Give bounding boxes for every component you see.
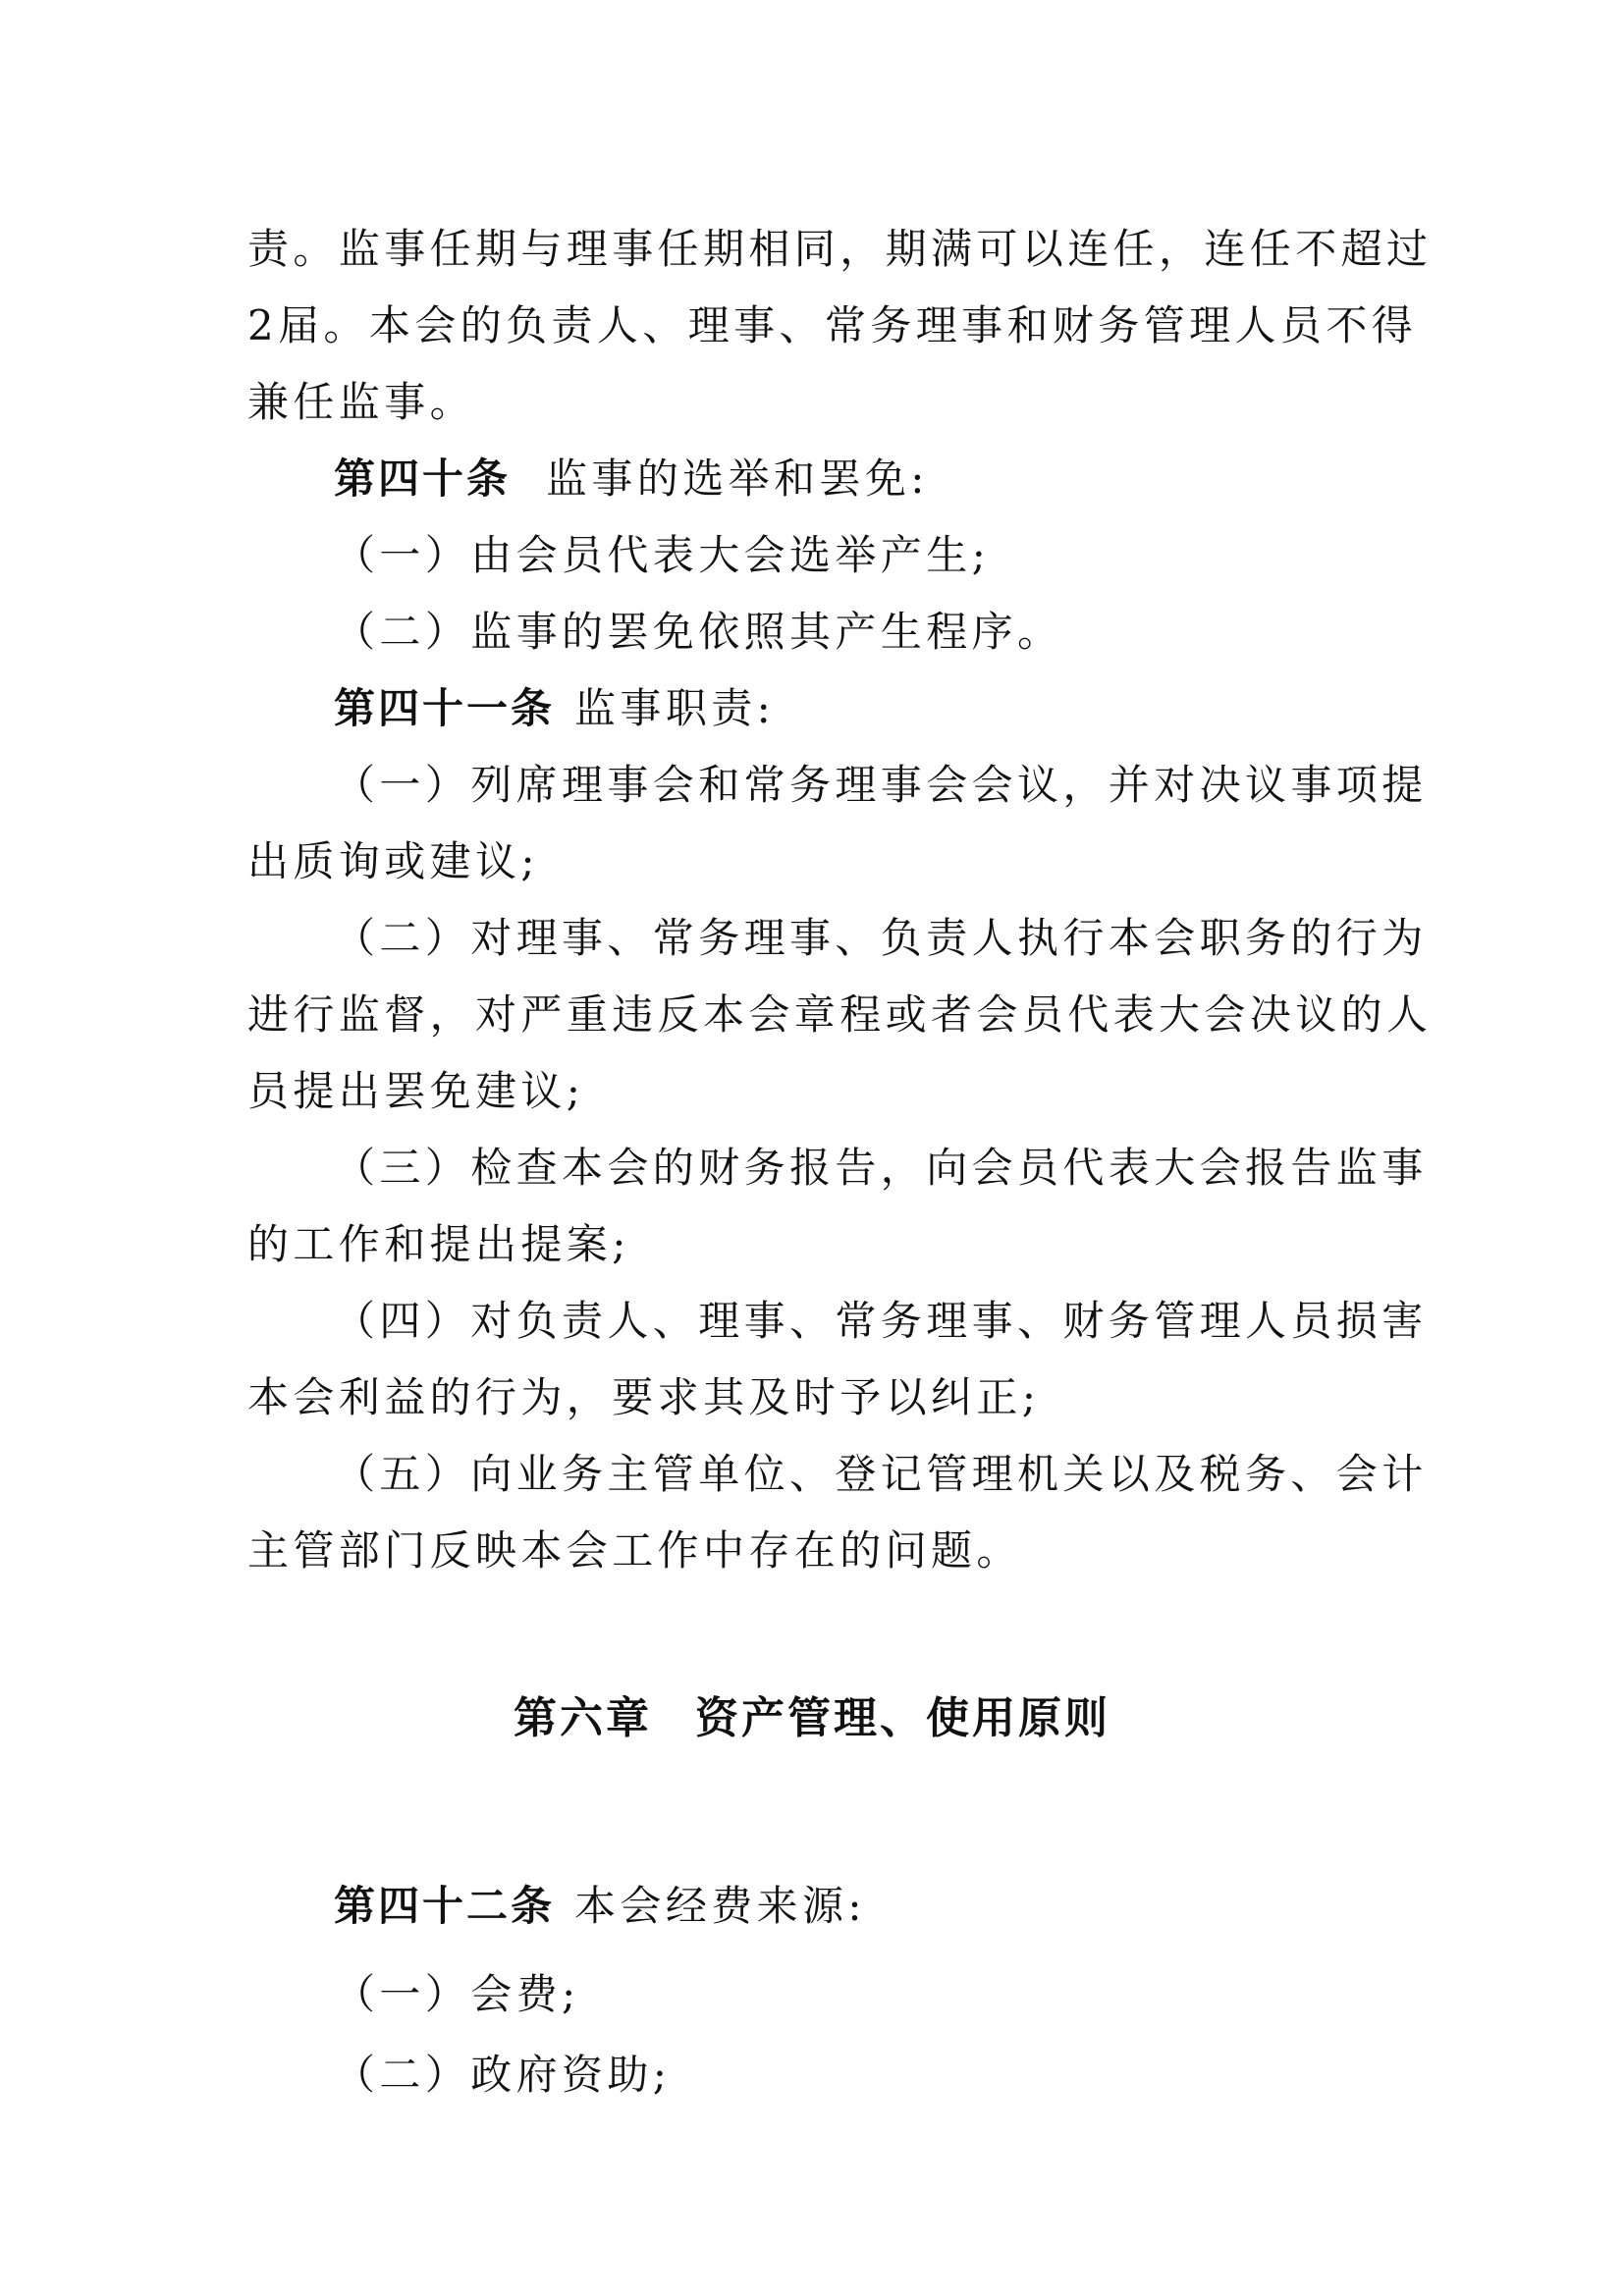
article-41-item-line: 出质询或建议; bbox=[247, 837, 539, 885]
document-body bbox=[247, 211, 1433, 1589]
article-42-heading bbox=[247, 1868, 1386, 1945]
article-41-item-line: （一）列席理事会和常务理事会会议，并对决议事项提 bbox=[334, 761, 1428, 809]
article-41-item-line: （二）对理事、常务理事、负责人执行本会职务的行为 bbox=[334, 914, 1428, 962]
article-40-text: 监事的选举和罢免: bbox=[546, 454, 929, 503]
article-40-heading bbox=[247, 441, 1386, 517]
article-41-item-line: 本会利益的行为，要求其及时予以纠正; bbox=[247, 1373, 1041, 1421]
article-41-item-line: 的工作和提出提案; bbox=[247, 1220, 630, 1268]
article-41-item-line: （五）向业务主管单位、登记管理机关以及税务、会计 bbox=[334, 1450, 1428, 1498]
article-41-title: 第四十一条 bbox=[334, 684, 556, 732]
article-41-item-line: 进行监督，对严重违反本会章程或者会员代表大会决议的人 bbox=[247, 990, 1433, 1039]
article-42-text: 本会经费来源: bbox=[574, 1882, 866, 1930]
article-41-text: 监事职责: bbox=[574, 684, 776, 732]
chapter-heading bbox=[0, 1681, 1624, 1757]
article-42-block bbox=[247, 1868, 1386, 2113]
chapter-number: 第六章 bbox=[514, 1693, 652, 1743]
article-41-heading bbox=[247, 670, 1386, 747]
article-40-title: 第四十条 bbox=[334, 454, 512, 503]
paragraph-line: 2届。本会的负责人、理事、常务理事和财务管理人员不得 bbox=[247, 301, 1418, 349]
paragraph-line: 兼任监事。 bbox=[247, 378, 476, 426]
article-40-item: （一）由会员代表大会选举产生; bbox=[334, 531, 991, 579]
article-42-item: （一）会费; bbox=[334, 1970, 580, 2018]
article-40-item: （二）监事的罢免依照其产生程序。 bbox=[334, 608, 1063, 656]
article-42-item: （二）政府资助; bbox=[334, 2051, 672, 2099]
article-41-item-line: 员提出罢免建议; bbox=[247, 1067, 585, 1115]
article-42-title: 第四十二条 bbox=[334, 1882, 556, 1930]
article-41-item-line: 主管部门反映本会工作中存在的问题。 bbox=[247, 1526, 1022, 1575]
article-41-item-line: （四）对负责人、理事、常务理事、财务管理人员损害 bbox=[334, 1297, 1428, 1345]
article-41-item-line: （三）检查本会的财务报告，向会员代表大会报告监事 bbox=[334, 1144, 1428, 1192]
paragraph-line: 责。监事任期与理事任期相同，期满可以连任，连任不超过 bbox=[247, 225, 1433, 273]
chapter-title: 资产管理、使用原则 bbox=[695, 1693, 1110, 1743]
